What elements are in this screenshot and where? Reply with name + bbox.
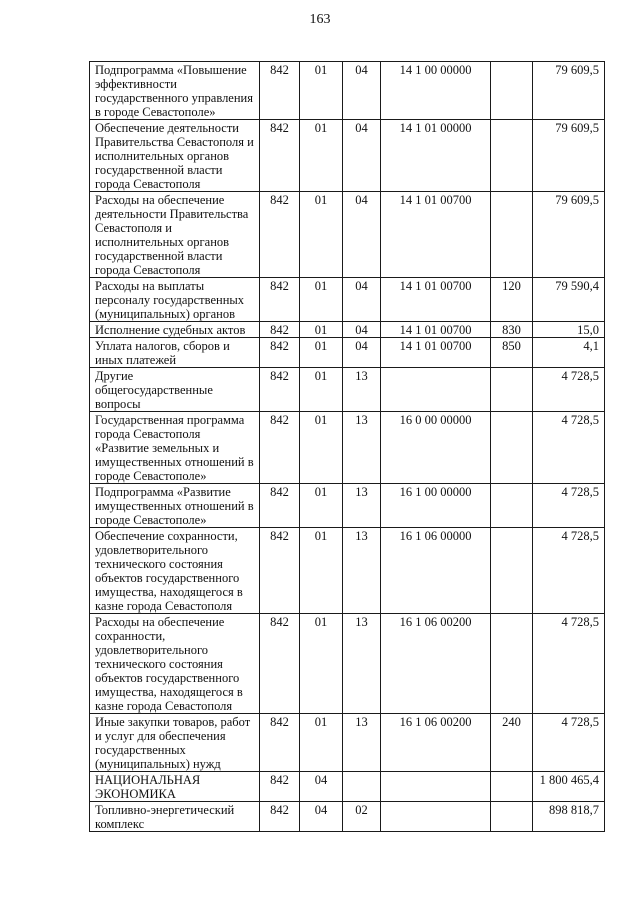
row-section-cell: 01 [300,338,343,368]
row-amount-cell: 79 590,4 [533,278,605,322]
row-subsection-cell: 13 [343,368,381,412]
row-target-article-cell: 16 0 00 00000 [381,412,491,484]
row-section-cell: 01 [300,614,343,714]
row-target-article-cell: 14 1 01 00700 [381,192,491,278]
row-subsection-cell: 04 [343,338,381,368]
row-admin-code-cell: 842 [260,714,300,772]
row-amount-cell: 79 609,5 [533,120,605,192]
row-target-article-cell [381,772,491,802]
row-subsection-cell: 04 [343,62,381,120]
row-section-cell: 01 [300,368,343,412]
row-expense-type-cell [491,528,533,614]
row-amount-cell: 79 609,5 [533,192,605,278]
row-target-article-cell: 14 1 01 00700 [381,278,491,322]
row-amount-cell: 4 728,5 [533,714,605,772]
table-row [90,714,605,772]
row-section-cell: 04 [300,802,343,832]
row-admin-code-cell: 842 [260,192,300,278]
row-name-cell: Подпрограмма «Развитие имущественных отношений в городе Севастополе» [90,484,260,528]
row-expense-type-cell [491,772,533,802]
row-name-cell: Расходы на обеспечение сохранности, удовлетворительного технического состояния объектов государственного имущества, находящегося в казне города Севастополя [90,614,260,714]
row-target-article-cell: 14 1 00 00000 [381,62,491,120]
table-row [90,528,605,614]
row-subsection-cell: 04 [343,278,381,322]
row-amount-cell: 4 728,5 [533,614,605,714]
row-name-cell: Расходы на выплаты персоналу государственных (муниципальных) органов [90,278,260,322]
table-row [90,62,605,120]
row-expense-type-cell [491,368,533,412]
row-section-cell: 01 [300,528,343,614]
row-admin-code-cell: 842 [260,528,300,614]
table-row [90,120,605,192]
table-row [90,614,605,714]
row-subsection-cell: 02 [343,802,381,832]
table-row [90,484,605,528]
row-target-article-cell [381,802,491,832]
table-row [90,368,605,412]
table-row [90,412,605,484]
row-admin-code-cell: 842 [260,412,300,484]
row-expense-type-cell [491,120,533,192]
row-section-cell: 01 [300,278,343,322]
table-row [90,322,605,338]
row-target-article-cell: 16 1 06 00200 [381,714,491,772]
row-subsection-cell: 04 [343,322,381,338]
row-amount-cell: 79 609,5 [533,62,605,120]
row-subsection-cell: 13 [343,528,381,614]
row-expense-type-cell [491,484,533,528]
row-name-cell: Обеспечение сохранности, удовлетворительного технического состояния объектов государственного имущества, находящегося в казне города Севастополя [90,528,260,614]
row-amount-cell: 4,1 [533,338,605,368]
table-row [90,772,605,802]
row-amount-cell: 1 800 465,4 [533,772,605,802]
row-target-article-cell: 14 1 01 00000 [381,120,491,192]
row-target-article-cell: 16 1 06 00200 [381,614,491,714]
row-section-cell: 01 [300,192,343,278]
row-name-cell: Исполнение судебных актов [90,322,260,338]
row-section-cell: 01 [300,62,343,120]
row-admin-code-cell: 842 [260,368,300,412]
row-name-cell: Топливно-энергетический комплекс [90,802,260,832]
row-amount-cell: 4 728,5 [533,412,605,484]
row-target-article-cell: 16 1 06 00000 [381,528,491,614]
row-expense-type-cell: 830 [491,322,533,338]
row-name-cell: Другие общегосударственные вопросы [90,368,260,412]
row-amount-cell: 4 728,5 [533,484,605,528]
row-expense-type-cell [491,614,533,714]
row-expense-type-cell: 120 [491,278,533,322]
table-row [90,802,605,832]
row-amount-cell: 898 818,7 [533,802,605,832]
row-section-cell: 01 [300,322,343,338]
row-name-cell: Уплата налогов, сборов и иных платежей [90,338,260,368]
row-target-article-cell [381,368,491,412]
budget-table [89,61,605,832]
row-admin-code-cell: 842 [260,772,300,802]
row-target-article-cell: 16 1 00 00000 [381,484,491,528]
row-expense-type-cell [491,192,533,278]
row-admin-code-cell: 842 [260,322,300,338]
row-subsection-cell: 13 [343,484,381,528]
row-subsection-cell: 04 [343,120,381,192]
table-row [90,338,605,368]
row-admin-code-cell: 842 [260,62,300,120]
row-subsection-cell: 13 [343,614,381,714]
row-amount-cell: 4 728,5 [533,528,605,614]
row-expense-type-cell [491,62,533,120]
table-row [90,192,605,278]
row-name-cell: Обеспечение деятельности Правительства Севастополя и исполнительных органов государственной власти города Севастополя [90,120,260,192]
row-target-article-cell: 14 1 01 00700 [381,338,491,368]
row-name-cell: Государственная программа города Севастополя «Развитие земельных и имущественных отношений в городе Севастополе» [90,412,260,484]
row-subsection-cell: 13 [343,412,381,484]
row-name-cell: Расходы на обеспечение деятельности Правительства Севастополя и исполнительных органов государственной власти города Севастополя [90,192,260,278]
row-section-cell: 04 [300,772,343,802]
budget-table-body [90,62,605,832]
row-section-cell: 01 [300,120,343,192]
row-admin-code-cell: 842 [260,614,300,714]
row-subsection-cell: 04 [343,192,381,278]
row-target-article-cell: 14 1 01 00700 [381,322,491,338]
row-subsection-cell: 13 [343,714,381,772]
page-number: 163 [309,12,331,27]
row-section-cell: 01 [300,484,343,528]
row-name-cell: НАЦИОНАЛЬНАЯ ЭКОНОМИКА [90,772,260,802]
row-admin-code-cell: 842 [260,120,300,192]
table-row [90,278,605,322]
row-amount-cell: 15,0 [533,322,605,338]
row-expense-type-cell [491,412,533,484]
row-section-cell: 01 [300,412,343,484]
row-expense-type-cell: 850 [491,338,533,368]
row-section-cell: 01 [300,714,343,772]
row-admin-code-cell: 842 [260,278,300,322]
row-name-cell: Иные закупки товаров, работ и услуг для обеспечения государственных (муниципальных) нужд [90,714,260,772]
row-admin-code-cell: 842 [260,338,300,368]
row-name-cell: Подпрограмма «Повышение эффективности государственного управления в городе Севастополе» [90,62,260,120]
row-expense-type-cell: 240 [491,714,533,772]
row-subsection-cell [343,772,381,802]
row-admin-code-cell: 842 [260,802,300,832]
row-amount-cell: 4 728,5 [533,368,605,412]
row-expense-type-cell [491,802,533,832]
row-admin-code-cell: 842 [260,484,300,528]
